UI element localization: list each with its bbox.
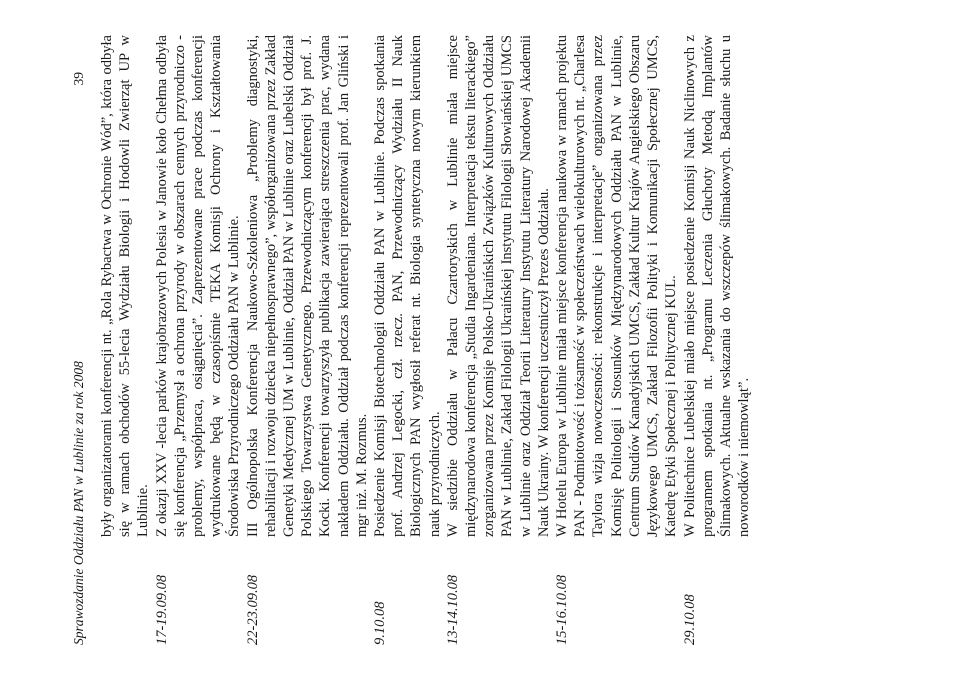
entry-text: III Ogólnopolska Konferencja Naukowo-Szkoleniowa „Problemy diagnostyki, rehabilitacji i rozwoju dziecka niepełnosprawnego”, współorganizowana przez Zakład Genetyki Medycznej UM w Lublinie, Oddział PAN w Lublinie oraz Lubelski Oddział Polskiego Towarzystwa Genetycznego. Przewodniczącym konferencji był prof. J. Kocki. Konferencji towarzyszyła publikacja zawierająca streszczenia prac, wydana nakładem Oddziału. Oddział podczas konferencji reprezentowali prof. Jan Gliński i mgr inż. M. Rozmus. [244, 35, 370, 537]
entry-17-19-09 [153, 35, 244, 645]
entry-date: 15-16.10.08 [554, 574, 571, 645]
running-title: Sprawozdanie Oddziału PAN w Lublinie za rok 2008 [71, 361, 86, 645]
entry-text: Posiedzenie Komisji Biotechnologii Oddziału PAN w Lublinie. Podczas spotkania prof. Andrzej Legocki, czł. rzecz. PAN, Przewodniczący Wydziału II Nauk Biologicznych PAN wygłosił referat nt. Biologia syntetyczna nowym kierunkiem nauk przyrodniczych. [372, 35, 443, 537]
chronicle-entries [98, 35, 753, 645]
entry-continued [98, 35, 153, 645]
entry-text: W Hotelu Europa w Lublinie miała miejsce konferencja naukowa w ramach projektu PAN - Podmiotowość i tożsamość w społeczeństwach wielokulturowych nt. „Charlesa Taylora wizja nowoczesności: rekonstrukcje i interpretacje” organizowana przez Komisję Politologii i Stosunków Międzynarodowych Oddziału PAN w Lublinie, Centrum Studiów Kanadyjskich UMCS, Zakład Kultur Krajów Angielskiego Obszaru Językowego UMCS, Zakład Filozofii Polityki i Komunikacji Społecznej UMCS, Katedrę Etyki Społecznej i Politycznej KUL. [554, 35, 680, 537]
entry-date: 22-23.09.08 [244, 574, 261, 645]
entry-9-10 [371, 35, 444, 645]
page-number: 39 [71, 72, 86, 86]
entry-22-23-09 [244, 35, 371, 645]
entry-text: W siedzibie Oddziału w Pałacu Czartoryskich w Lublinie miała miejsce międzynarodowa konferencja „Studia Ingardeniana. Interpretacja tekstu literackiego” zorganizowana przez Komisje Polsko-Ukraińskich Związków Kulturowych Oddziału PAN w Lublinie, Zakład Filologii Ukraińskiej Instytutu Filologii Słowiańskiej UMCS w Lublinie oraz Oddział Teorii Literatury Instytutu Literatury Narodowej Akademii Nauk Ukrainy. W konferencji uczestniczył Prezes Oddziału. [444, 35, 552, 537]
entry-date: 13-14.10.08 [444, 574, 461, 645]
entry-date: 17-19.09.08 [153, 574, 170, 645]
entry-text: W Politechnice Lubelskiej miało miejsce posiedzenie Komisji Nauk Niclinowych z programem spotkania nt. „Programu Leczenia Głuchoty Metodą Implantów Ślimakowych. Aktualne wskazania do wszczepów ślimakowych. Badanie słuchu u noworodków i niemowląt”. [681, 35, 753, 537]
entry-date: 29.10.08 [681, 594, 698, 645]
entry-13-14-10 [444, 35, 553, 645]
entry-29-10 [681, 35, 754, 645]
entry-15-16-10 [553, 35, 680, 645]
entry-text: Z okazji XXV -lecia parków krajobrazowych Polesia w Janowie koło Chełma odbyła się konferencja „Przemysł a ochrona przyrody w obszarach cennych przyrodniczo - problemy, współpraca, osiągnięcia”. Zaprezentowane prace podczas konferencji wydrukowane będą w czasopiśmie TEKA Komisji Ochrony i Kształtowania Środowiska Przyrodniczego Oddziału PAN w Lublinie. [153, 35, 243, 537]
entry-date: 9.10.08 [372, 601, 389, 645]
entry-text: były organizatorami konferencji nt. „Rola Rybactwa w Ochronie Wód”, która odbyła się w ramach obchodów 55-lecia Wydziału Biologii i Hodowli Zwierząt UP w Lublinie. [99, 35, 152, 537]
